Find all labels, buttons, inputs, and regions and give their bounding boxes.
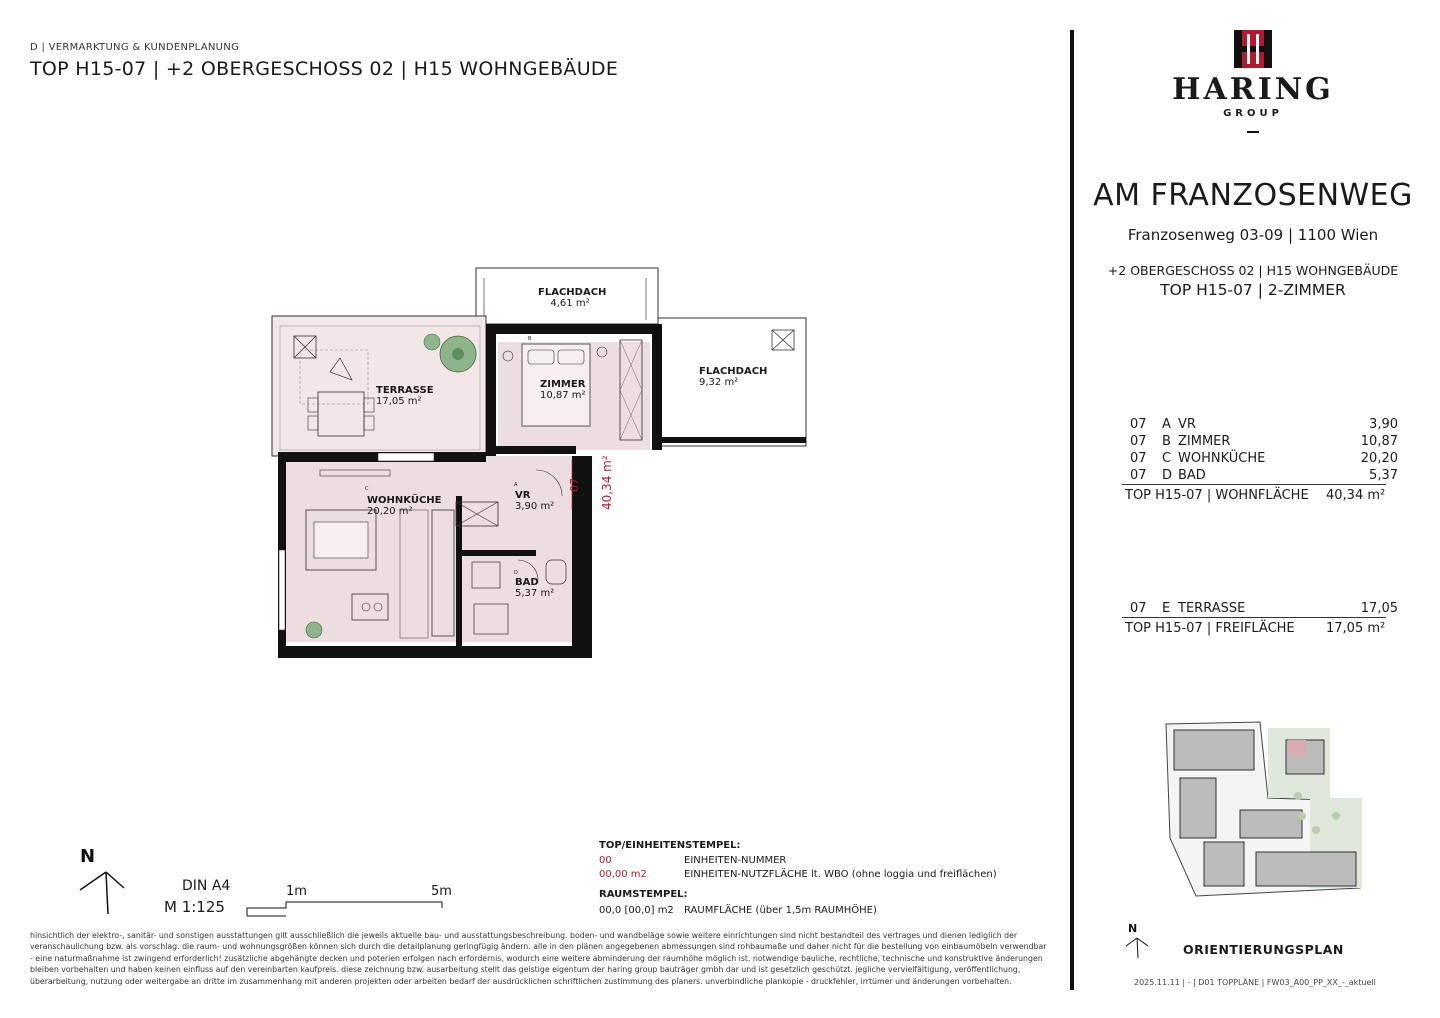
legend-title-unit: TOP/EINHEITENSTEMPEL:	[599, 840, 741, 851]
sum-divider	[1122, 617, 1386, 618]
room-name: TERRASSE	[1178, 601, 1246, 616]
flachdach-right-label: FLACHDACH 9,32 m²	[699, 366, 768, 388]
room-name: BAD	[1178, 468, 1206, 483]
freiflaeche-label: TOP H15-07 | FREIFLÄCHE	[1125, 621, 1295, 636]
unit-stamp-area: 40,34 m²	[600, 455, 614, 510]
table-row	[1130, 600, 1398, 617]
room-area: 20,20	[1360, 451, 1398, 466]
floor-plan	[260, 260, 820, 670]
freiflaeche-value: 17,05 m²	[1326, 621, 1386, 636]
room-name: WOHNKÜCHE	[1178, 451, 1266, 466]
room-letter: B	[1162, 434, 1171, 449]
unit-stamp-number: 07	[568, 478, 581, 492]
project-name: AM FRANZOSENWEG	[1093, 178, 1413, 213]
legend-text-area: EINHEITEN-NUTZFLÄCHE lt. WBO (ohne loggia und freiflächen)	[684, 869, 997, 880]
page-title: TOP H15-07 | +2 OBERGESCHOSS 02 | H15 WOHNGEBÄUDE	[30, 58, 619, 80]
disclaimer-text: hinsichtlich der elektro-, sanitär- und sonstigen ausstattungen gilt ausschließlich die jeweils aktuelle bau- und ausstattungsbeschreibung. boden- und wandbeläge sowie weitere einrichtungen sind nicht bestandteil des vertrages und dienen lediglich der veranschaulichung bzw. als vorschlag. die raum- und wohnungsgrößen können sich durch die detailplanung geringfügig ändern. alle in den plänen angegebenen abmessungen sind rohbaumaße und daher nicht für die bestellung von einbaumöbeln verwendbar - eine naturmaßnahme ist zwingend erforderlich! zusätzliche abgehängte decken und poterien erfolgen nach erfordernis, wodurch eine weitere abminderung der raumhöhe möglich ist. notwendige bauliche, rechtliche, technische und konstruktive änderungen bleiben vorbehalten und haben keinen einfluss auf den vereinbarten kaufpreis. diese zeichnung bzw. ausarbeitung stellt das geistige eigentum der haring group bauträger gmbh dar und ist gesetzlich geschützt. jegliche vervielfältigung, veröffentlichung, überarbeitung, nutzung oder weitergabe an dritte im zusammenhang mit anderen projekten oder arbeiten bedarf der ausdrücklichen schriftlichen zustimmung des planers. unverbindliche plankopie - druckfehler, irrtümer und änderungen vorbehalten.	[30, 931, 1047, 986]
brand-dash	[1247, 131, 1259, 133]
wohnkueche-label: WOHNKÜCHE 20,20 m²	[367, 495, 442, 517]
table-row	[1130, 450, 1398, 467]
legend-code-number: 00	[599, 855, 612, 866]
room-top: 07	[1130, 601, 1147, 616]
room-letter: E	[1162, 601, 1171, 616]
legend-text-number: EINHEITEN-NUMMER	[684, 855, 787, 866]
legend-title-room: RAUMSTEMPEL:	[599, 889, 688, 900]
room-area: 3,90	[1369, 417, 1398, 432]
site-plan-label: ORIENTIERUNGSPLAN	[1183, 942, 1344, 957]
room-top: 07	[1130, 417, 1147, 432]
site-north-arrow	[1124, 920, 1154, 960]
room-top: 07	[1130, 451, 1147, 466]
room-area: 10,87	[1360, 434, 1398, 449]
room-letter-c: C	[365, 486, 369, 492]
north-arrow-letter: N	[80, 846, 96, 867]
rooms-table	[1130, 416, 1398, 484]
site-north-letter: N	[1128, 922, 1138, 935]
brand-name: HARING	[1172, 72, 1334, 107]
room-letter-d: D	[514, 570, 518, 576]
project-floor: +2 OBERGESCHOSS 02 | H15 WOHNGEBÄUDE	[1107, 263, 1399, 278]
room-letter: D	[1162, 468, 1173, 483]
paper-format: DIN A4	[182, 878, 231, 894]
room-area: 17,05	[1360, 601, 1398, 616]
project-address: Franzosenweg 03-09 | 1100 Wien	[1127, 226, 1379, 244]
room-letter-a: A	[514, 482, 518, 488]
legend-text-room: RAUMFLÄCHE (über 1,5m RAUMHÖHE)	[684, 905, 877, 916]
room-top: 07	[1130, 434, 1147, 449]
outdoor-table	[1130, 600, 1398, 617]
sum-divider	[1122, 484, 1386, 485]
room-letter-b: B	[528, 336, 532, 342]
site-plan	[1160, 718, 1370, 898]
document-id: 2025.11.11 | - | D01 TOPPLÄNE | FW03_A00_PP_XX_-_aktuell	[1134, 978, 1376, 987]
table-row	[1130, 416, 1398, 433]
legend-code-room: 00,0 [00,0] m2	[599, 905, 674, 916]
plan-scale: M 1:125	[164, 898, 225, 916]
room-name: VR	[1178, 417, 1196, 432]
room-top: 07	[1130, 468, 1147, 483]
haring-logo-icon	[1234, 30, 1272, 68]
zimmer-label: ZIMMER 10,87 m²	[540, 379, 586, 401]
north-arrow	[76, 842, 132, 918]
room-letter: A	[1162, 417, 1171, 432]
room-name: ZIMMER	[1178, 434, 1231, 449]
scale-label-5m: 5m	[431, 884, 452, 899]
vr-label: VR 3,90 m²	[515, 490, 555, 512]
table-row	[1130, 467, 1398, 484]
project-unit: TOP H15-07 | 2-ZIMMER	[1160, 281, 1346, 299]
table-row	[1130, 433, 1398, 450]
site-plan-highlight	[1288, 740, 1306, 756]
terrasse-label: TERRASSE 17,05 m²	[376, 385, 434, 407]
room-area: 5,37	[1369, 468, 1398, 483]
legend-code-area: 00,00 m2	[599, 869, 647, 880]
wohnflaeche-label: TOP H15-07 | WOHNFLÄCHE	[1125, 488, 1309, 503]
wohnflaeche-value: 40,34 m²	[1326, 488, 1386, 503]
vertical-divider	[1070, 30, 1074, 990]
department-label: D | VERMARKTUNG & KUNDENPLANUNG	[30, 42, 240, 53]
bad-label: BAD 5,37 m²	[515, 577, 555, 599]
room-letter: C	[1162, 451, 1172, 466]
flachdach-top-label: FLACHDACH 4,61 m²	[538, 287, 607, 309]
scale-bar	[244, 900, 454, 920]
brand-sub: GROUP	[1223, 108, 1283, 119]
scale-label-1m: 1m	[286, 884, 307, 899]
